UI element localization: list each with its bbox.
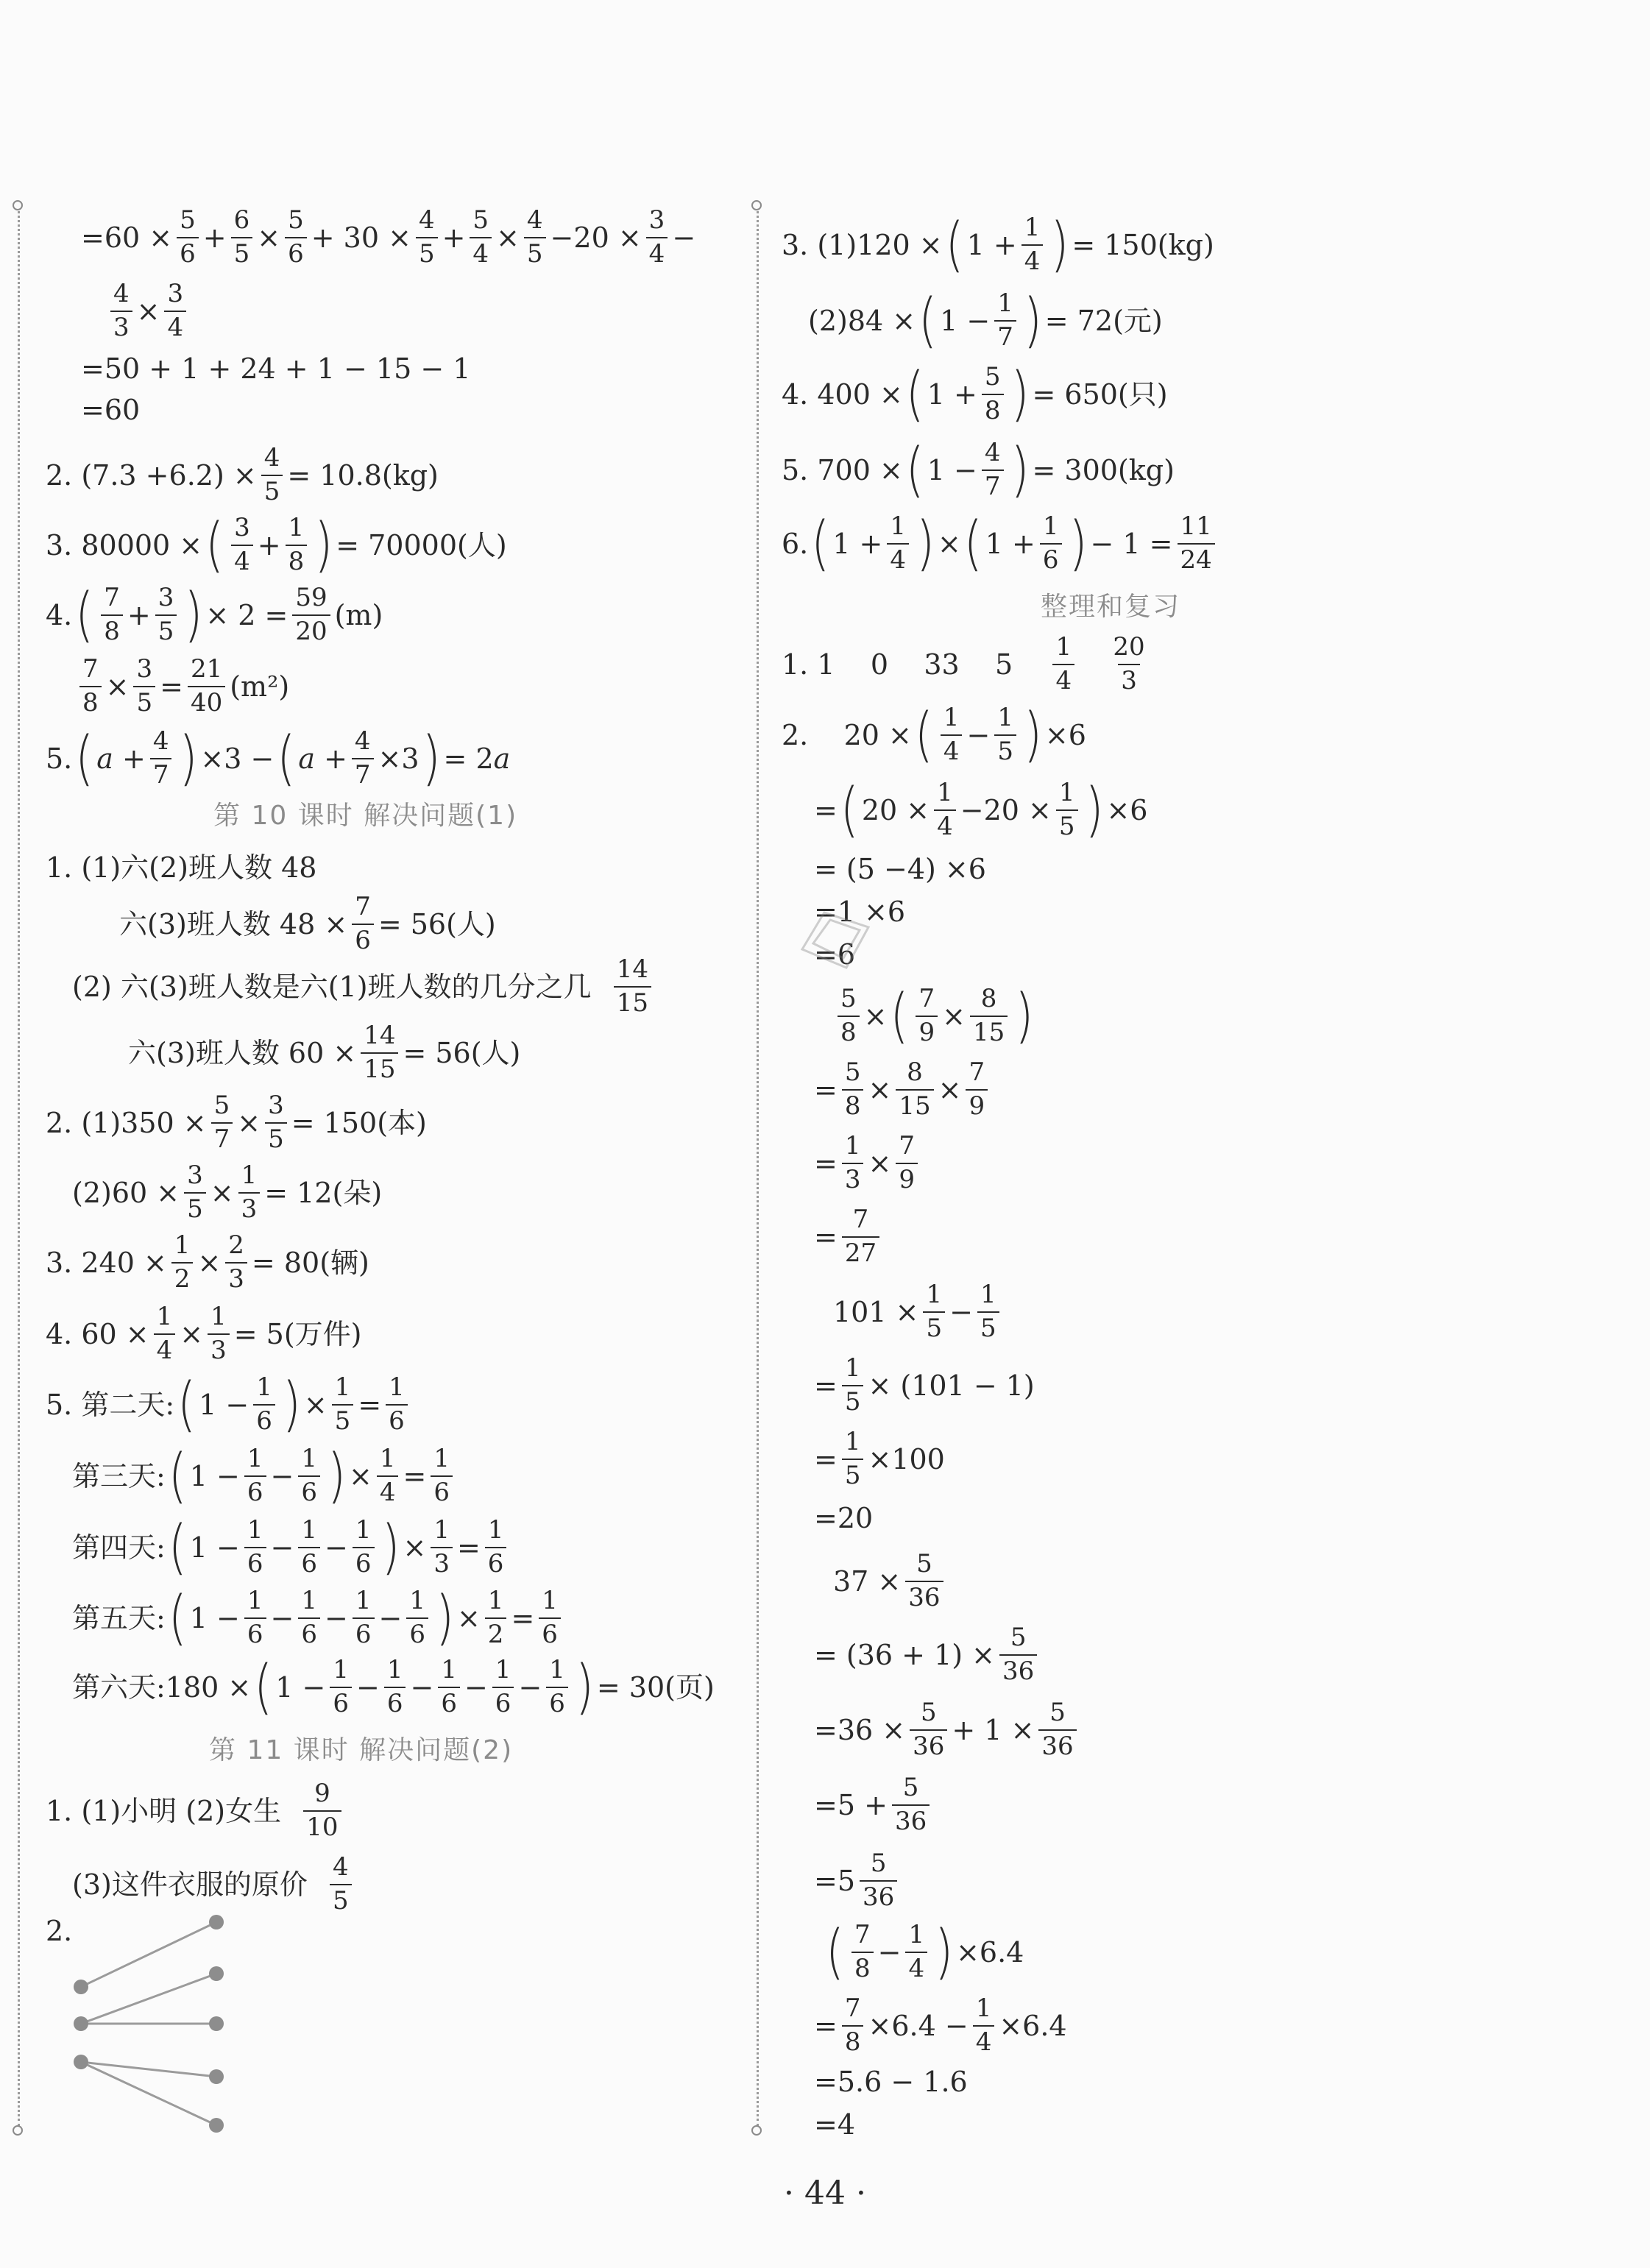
match-line xyxy=(81,1922,216,1987)
answer-line: =60 × $\frac{5}{6}$ + $\frac{6}{5}$ × $\frac{5}{6}$ + 30 × $\frac{4}{5}$ + $\frac{5}{4}$ × $\frac{4}{5}$ −20 × $\frac{3}{4}$ − xyxy=(81,205,696,269)
margin-dot xyxy=(751,200,762,210)
match-dot xyxy=(74,1980,88,1994)
answer-line xyxy=(81,396,140,424)
answer-line: = $\frac{7}{27}$ xyxy=(814,1207,884,1266)
line-text: 1. (1)六(2)班人数 48 xyxy=(46,851,317,884)
answer-line xyxy=(814,1504,873,1532)
answer-line: 37 × $\frac{5}{36}$ xyxy=(833,1551,948,1611)
answer-line: = $\frac{1}{3}$ × $\frac{7}{9}$ xyxy=(814,1133,922,1193)
question-5: 5. ( a + $\frac{4}{7}$ ) ×3 − ( a + $\frac{4}{7}$ ×3 ) = 2a xyxy=(46,724,511,793)
answer-line: 4. 400 × ( 1 + $\frac{5}{8}$ ) = 650(只) xyxy=(782,360,1168,428)
answer-line: = $\frac{7}{8}$ ×6.4 − $\frac{1}{4}$ ×6.4 xyxy=(814,1994,1067,2057)
watermark-stamp-icon xyxy=(795,898,876,979)
answer-line: =5 + $\frac{5}{36}$ xyxy=(814,1775,934,1835)
match-dot xyxy=(209,1915,224,1929)
answer-line: =36 × $\frac{5}{36}$ + 1 × $\frac{5}{36}$ xyxy=(814,1700,1081,1760)
line-text: (2) 六(3)班人数是六(1)班人数的几分之几 xyxy=(72,970,592,1003)
answer-line: 第三天: ( 1 − $\frac{1}{6}$ − $\frac{1}{6}$ ) × $\frac{1}{4}$ = $\frac{1}{6}$ xyxy=(72,1446,457,1506)
answer-line xyxy=(814,855,986,883)
section-heading: 第 11 课时 解决问题(2) xyxy=(209,1735,514,1765)
answer-line: $\frac{5}{8}$ × ( $\frac{7}{9}$ × $\frac{8}{15}$ ) xyxy=(833,986,1036,1046)
match-dot xyxy=(209,1966,224,1981)
center-dotted-line xyxy=(757,206,759,2127)
answer-line: 101 × $\frac{1}{5}$ − $\frac{1}{5}$ xyxy=(833,1282,1004,1342)
answer-line: 5. 第二天: ( 1 − $\frac{1}{6}$ ) × $\frac{1}{5}$ = $\frac{1}{6}$ xyxy=(46,1375,412,1434)
line-text: =1 ×6 xyxy=(814,896,906,928)
match-line xyxy=(81,2062,216,2125)
fraction: $\frac{9}{10}$ xyxy=(303,1781,341,1840)
left-margin-dotted-line xyxy=(18,206,20,2127)
page-number: · 44 · xyxy=(784,2175,866,2212)
answer-line xyxy=(46,851,317,884)
answer-line: 第五天: ( 1 − $\frac{1}{6}$ − $\frac{1}{6}$ − $\frac{1}{6}$ − $\frac{1}{6}$ ) × $\frac{1}{2}$ = $\frac{1}{6}$ xyxy=(72,1588,565,1648)
answer-line: 2. 20 × ( $\frac{1}{4}$ − $\frac{1}{5}$ ) ×6 xyxy=(782,701,1086,769)
line-text: =6 xyxy=(814,938,856,971)
section-heading: 整理和复习 xyxy=(1041,592,1181,622)
answer-line: ( $\frac{7}{8}$ − $\frac{1}{4}$ ) ×6.4 xyxy=(826,1918,1024,1986)
answer-line: 3. (1)120 × ( 1 + $\frac{1}{4}$ ) = 150(kg) xyxy=(782,210,1214,279)
line-text: =50 + 1 + 24 + 1 − 15 − 1 xyxy=(81,352,471,385)
answer-line: 4. 60 × $\frac{1}{4}$ × $\frac{1}{3}$ = 5(万件) xyxy=(46,1302,362,1365)
line-text: =4 xyxy=(814,2108,856,2141)
answer-line xyxy=(81,352,471,385)
answer-line: 第四天: ( 1 − $\frac{1}{6}$ − $\frac{1}{6}$ − $\frac{1}{6}$ ) × $\frac{1}{3}$ = $\frac{1}{6}$ xyxy=(72,1517,511,1577)
fraction: $\frac{14}{15}$ xyxy=(614,957,651,1016)
match-line xyxy=(81,2062,216,2077)
answer-line: =5 $\frac{5}{36}$ xyxy=(814,1851,902,1910)
answer-line: $\frac{7}{8}$ × $\frac{3}{5}$ = $\frac{21}{40}$ (m²) xyxy=(75,656,289,716)
match-line xyxy=(81,1974,216,2024)
answer-line: 5. 700 × ( 1 − $\frac{4}{7}$ ) = 300(kg) xyxy=(782,436,1175,504)
line-text: (3)这件衣服的原价 xyxy=(72,1868,308,1901)
match-dot xyxy=(74,2055,88,2069)
match-dot xyxy=(209,2069,224,2084)
answer-line: = ( 20 × $\frac{1}{4}$ −20 × $\frac{1}{5}$ ) ×6 xyxy=(814,776,1148,844)
match-dot xyxy=(74,2016,88,2031)
answer-line: 六(3)班人数 60 × $\frac{14}{15}$ = 56(人) xyxy=(128,1021,521,1084)
line-text: 2. xyxy=(46,1915,73,1947)
section-heading: 第 10 课时 解决问题(1) xyxy=(213,801,518,831)
answer-line xyxy=(814,2068,968,2096)
margin-dot xyxy=(13,2125,23,2136)
margin-dot xyxy=(751,2125,762,2136)
answer-line xyxy=(72,954,656,1018)
answer-line: = $\frac{1}{5}$ ×100 xyxy=(814,1427,945,1490)
line-text: =20 xyxy=(814,1502,874,1534)
answer-line xyxy=(814,2108,856,2141)
line-text: = (5 −4) ×6 xyxy=(814,853,986,885)
fraction: $\frac{4}{5}$ xyxy=(330,1854,352,1914)
answer-line: 1. 1 0 33 5 $\frac{1}{4}$ $\frac{20}{3}$ xyxy=(782,632,1145,695)
answer-line: 3. 240 × $\frac{1}{2}$ × $\frac{2}{3}$ = 80(辆) xyxy=(46,1230,369,1294)
match-dot xyxy=(209,2016,224,2031)
answer-line: 2. (1)350 × $\frac{5}{7}$ × $\frac{3}{5}$ = 150(本) xyxy=(46,1091,427,1154)
line-text: =60 xyxy=(81,394,141,426)
line-text: 1. (1)小明 (2)女生 xyxy=(46,1794,282,1827)
question-2: 2. (7.3 +6.2) × $\frac{4}{5}$ = 10.8(kg) xyxy=(46,443,439,506)
answer-line: 六(3)班人数 48 × $\frac{7}{6}$ = 56(人) xyxy=(119,892,496,955)
answer-line: = $\frac{1}{5}$ × (101 − 1) xyxy=(814,1353,1035,1417)
margin-dot xyxy=(13,200,23,210)
answer-line xyxy=(46,1781,346,1840)
answer-line: = (36 + 1) × $\frac{5}{36}$ xyxy=(814,1625,1041,1684)
question-3: 3. 80000 × ( $\frac{3}{4}$ + $\frac{1}{8}$ ) = 70000(人) xyxy=(46,511,507,579)
answer-line: (2)60 × $\frac{3}{5}$ × $\frac{1}{3}$ = 12(朵) xyxy=(72,1160,383,1224)
answer-line: (2)84 × ( 1 − $\frac{1}{7}$ ) = 72(元) xyxy=(808,286,1163,355)
answer-line: = $\frac{5}{8}$ × $\frac{8}{15}$ × $\frac{7}{9}$ xyxy=(814,1060,992,1119)
answer-line: 6. ( 1 + $\frac{1}{4}$ ) × ( 1 + $\frac{1}{6}$ ) − 1 = $\frac{11}{24}$ xyxy=(782,514,1219,573)
match-dot xyxy=(209,2118,224,2133)
line-text: =5.6 − 1.6 xyxy=(814,2066,968,2098)
answer-line: $\frac{4}{3}$ × $\frac{3}{4}$ xyxy=(106,281,191,341)
matching-lines-diagram xyxy=(66,1906,258,2134)
question-4: 4. ( $\frac{7}{8}$ + $\frac{3}{5}$ ) × 2 = $\frac{59}{20}$ (m) xyxy=(46,581,383,649)
answer-line: 第六天:180 × ( 1 − $\frac{1}{6}$ − $\frac{1}{6}$ − $\frac{1}{6}$ − $\frac{1}{6}$ − $\frac{1}{6}$ ) = 30(页) xyxy=(72,1653,715,1721)
